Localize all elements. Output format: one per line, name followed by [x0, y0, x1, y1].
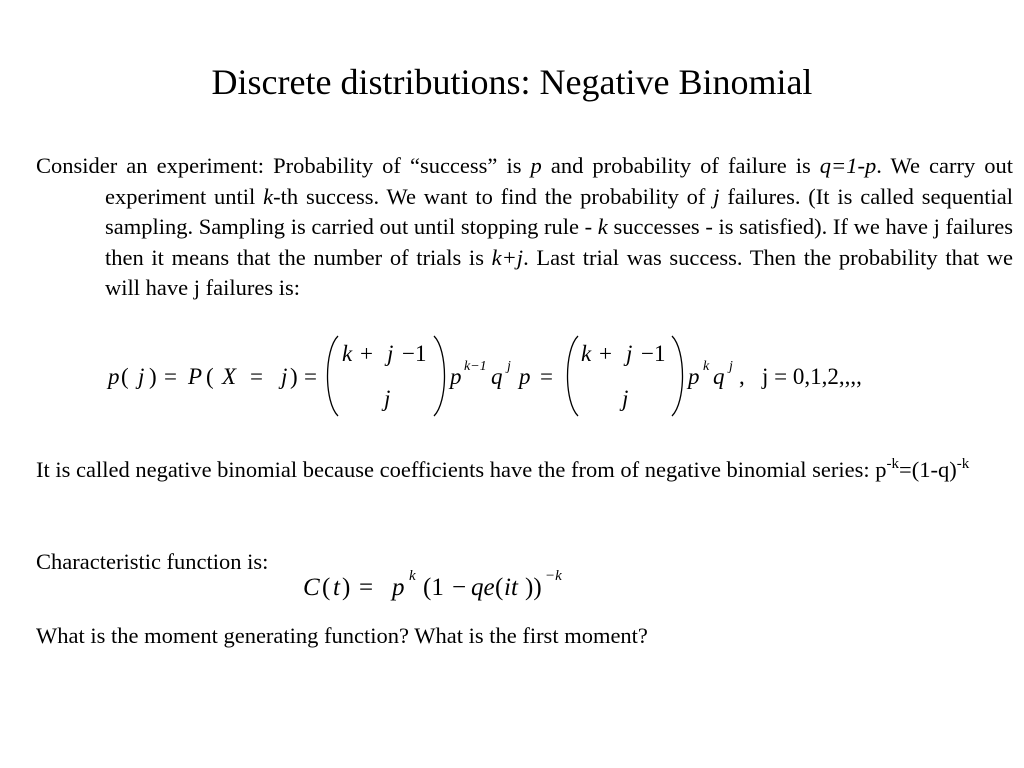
svg-text:j: j [138, 364, 145, 389]
svg-text:k: k [703, 359, 710, 374]
svg-text:p: p [519, 364, 531, 389]
svg-text:X: X [222, 364, 237, 389]
svg-text:qe: qe [471, 574, 495, 601]
svg-text:(: ( [322, 574, 331, 601]
svg-text:it: it [504, 574, 518, 601]
paragraph-experiment: Consider an experiment: Probability of “success” is p and probability of failure is q=1-p. We carry out experiment until k-th success. We want to find the probability of j failures. (It is called sequential sampling. Sampling is carried out until stopping rule - k successes - is satisfied). If we have j failures then it means that the number of trials is k+j. Last trial was success. Then the probability that we will have j failures is: [36, 153, 1013, 300]
svg-text:(: ( [495, 574, 504, 601]
svg-text:(1: (1 [423, 574, 444, 601]
svg-text:p: p [392, 574, 405, 601]
svg-text:=: = [250, 364, 263, 389]
svg-text:t: t [333, 574, 340, 601]
svg-text:=: = [164, 364, 177, 389]
svg-text:p: p [450, 364, 462, 389]
svg-text:k: k [409, 568, 416, 584]
svg-text:): ) [342, 574, 351, 601]
svg-text:C: C [303, 574, 320, 601]
svg-text:−k: −k [545, 568, 562, 584]
svg-text:+: + [599, 341, 612, 366]
svg-text:k: k [581, 341, 592, 366]
svg-text:): ) [149, 364, 157, 389]
svg-text:q: q [713, 364, 725, 389]
svg-text:k−1: k−1 [464, 359, 487, 374]
svg-text:,: , [739, 364, 745, 389]
svg-text:j: j [729, 359, 733, 374]
paragraph-question: What is the moment generating function? What is the first moment? [36, 623, 648, 648]
slide-title: Discrete distributions: Negative Binomial [211, 62, 813, 102]
svg-text:j: j [507, 359, 511, 374]
svg-text:j: j [622, 386, 629, 411]
svg-text:=: = [359, 574, 374, 601]
svg-text:k: k [342, 341, 353, 366]
paragraph-characteristic-function: Characteristic function is: [36, 549, 269, 574]
svg-text:j: j [626, 341, 633, 366]
svg-text:j: j [384, 386, 391, 411]
svg-text:j: j [281, 364, 288, 389]
svg-text:j: j [387, 341, 394, 366]
svg-text:)): )) [525, 574, 542, 601]
svg-text:=: = [304, 364, 317, 389]
equation-characteristic-function [0, 565, 1024, 609]
svg-text:P: P [188, 364, 203, 389]
svg-text:j = 0,1,2,,,,: j = 0,1,2,,,, [762, 364, 862, 389]
svg-text:−: − [452, 574, 467, 601]
svg-text:): ) [290, 364, 298, 389]
svg-text:q: q [491, 364, 503, 389]
svg-text:+: + [360, 341, 373, 366]
svg-text:−1: −1 [641, 341, 666, 366]
svg-text:(: ( [121, 364, 129, 389]
paragraph-negative-binomial-series: It is called negative binomial because coefficients have the from of negative binomial series: $p^{-k}=(1-q)^{-k}$ [36, 456, 970, 482]
svg-text:(: ( [206, 364, 214, 389]
svg-text:−1: −1 [402, 341, 427, 366]
svg-text:p: p [108, 364, 120, 389]
svg-text:p: p [688, 364, 700, 389]
equation-probability [0, 330, 1024, 422]
svg-text:=: = [540, 364, 553, 389]
